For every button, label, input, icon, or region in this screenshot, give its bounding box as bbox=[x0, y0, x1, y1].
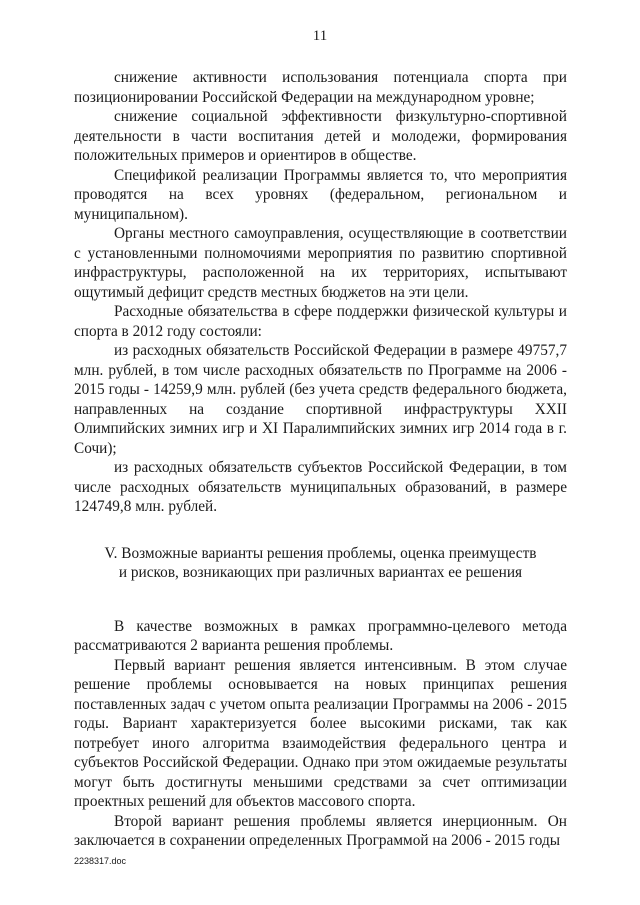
paragraph: из расходных обязательств Российской Федерации в размере 49757,7 млн. рублей, в том числе расходных обязательств по Программе на 2006 - 2015 годы - 14259,9 млн. рублей (без учета средств федерального бюджета, направленных на создание спортивной инфраструктуры XXII Олимпийских зимних игр и XI Паралимпийских зимних игр 2014 года в г. Сочи); bbox=[74, 342, 567, 457]
paragraph: снижение активности использования потенциала спорта при позиционировании Российской Федерации на международном уровне; bbox=[74, 69, 567, 106]
paragraph: Спецификой реализации Программы является то, что мероприятия проводятся на всех уровнях (федеральном, региональном и муниципальном). bbox=[74, 166, 567, 223]
section-heading-line: и рисков, возникающих при различных вариантах ее решения bbox=[118, 564, 523, 581]
paragraph: Первый вариант решения является интенсивным. В этом случае решение проблемы основывается на новых принципах решения поставленных задач с учетом опыта реализации Программы на 2006 - 2015 годы. Вариант характеризуется более высокими рисками, так как потребует иного алгоритма взаимодействия федерального центра и субъектов Российской Федерации. Однако при этом ожидаемые результаты могут быть достигнуты меньшими средствами за счет оптимизации проектных решений для объектов массового спорта. bbox=[74, 656, 567, 810]
document-body bbox=[74, 68, 567, 851]
paragraph: из расходных обязательств субъектов Российской Федерации, в том числе расходных обязательств муниципальных образований, в размере 124749,8 млн. рублей. bbox=[74, 459, 567, 515]
section-heading-line: V. Возможные варианты решения проблемы, оценка преимуществ bbox=[104, 544, 537, 562]
section-heading bbox=[74, 544, 567, 583]
paragraph: В качестве возможных в рамках программно-целевого метода рассматриваются 2 варианта решения проблемы. bbox=[74, 617, 567, 654]
footer-filename: 2238317.doc bbox=[74, 856, 127, 866]
paragraph: снижение социальной эффективности физкультурно-спортивной деятельности в части воспитания детей и молодежи, формирования положительных примеров и ориентиров в обществе. bbox=[74, 108, 567, 164]
paragraph: Второй вариант решения проблемы является инерционным. Он заключается в сохранении определенных Программой на 2006 - 2015 годы bbox=[74, 812, 567, 849]
page-number: 11 bbox=[312, 28, 328, 44]
paragraph: Расходные обязательства в сфере поддержки физической культуры и спорта в 2012 году состояли: bbox=[74, 303, 567, 340]
paragraph: Органы местного самоуправления, осуществляющие в соответствии с установленными полномочиями мероприятия по развитию спортивной инфраструктуры, расположенной на их территориях, испытывают ощутимый дефицит средств местных бюджетов на эти цели. bbox=[74, 225, 567, 301]
